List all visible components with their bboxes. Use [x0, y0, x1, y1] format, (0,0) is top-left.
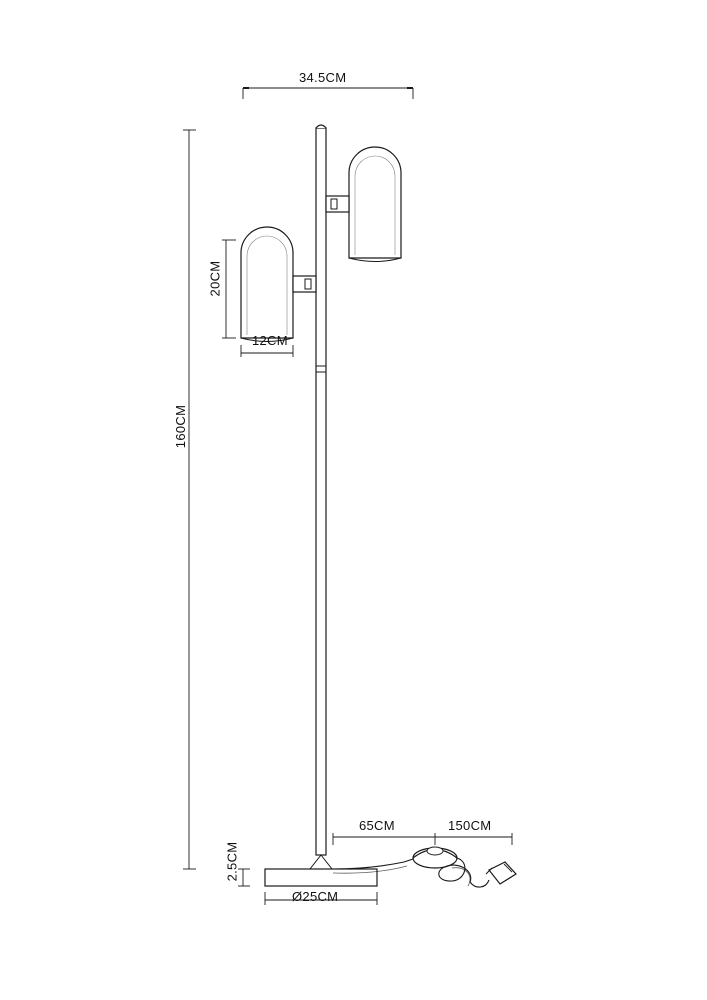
vertical-pole — [316, 125, 326, 855]
dimension-label-base-diameter: Ø25CM — [292, 889, 339, 904]
lower-lamp-shade — [241, 227, 316, 342]
dimension-label-shade-width: 12CM — [252, 333, 288, 348]
upper-lamp-shade — [326, 147, 401, 262]
dimension-overall-width — [243, 88, 413, 99]
dimension-switch-to-plug — [435, 833, 512, 845]
dimension-shade-height — [222, 240, 236, 338]
dimension-label-overall-width: 34.5CM — [299, 70, 347, 85]
dimension-overall-height — [183, 130, 196, 869]
dimension-label-cord-to-switch: 65CM — [359, 818, 395, 833]
dimension-base-height — [238, 869, 250, 886]
dimension-label-switch-to-plug: 150CM — [448, 818, 492, 833]
dimension-label-overall-height: 160CM — [173, 404, 189, 449]
dimension-cord-to-switch — [333, 833, 435, 845]
wall-plug — [486, 862, 516, 884]
dimension-label-shade-height: 20CM — [207, 260, 223, 297]
dimension-label-base-height: 2.5CM — [224, 841, 240, 882]
inline-foot-switch — [404, 847, 457, 868]
round-base — [265, 855, 377, 886]
